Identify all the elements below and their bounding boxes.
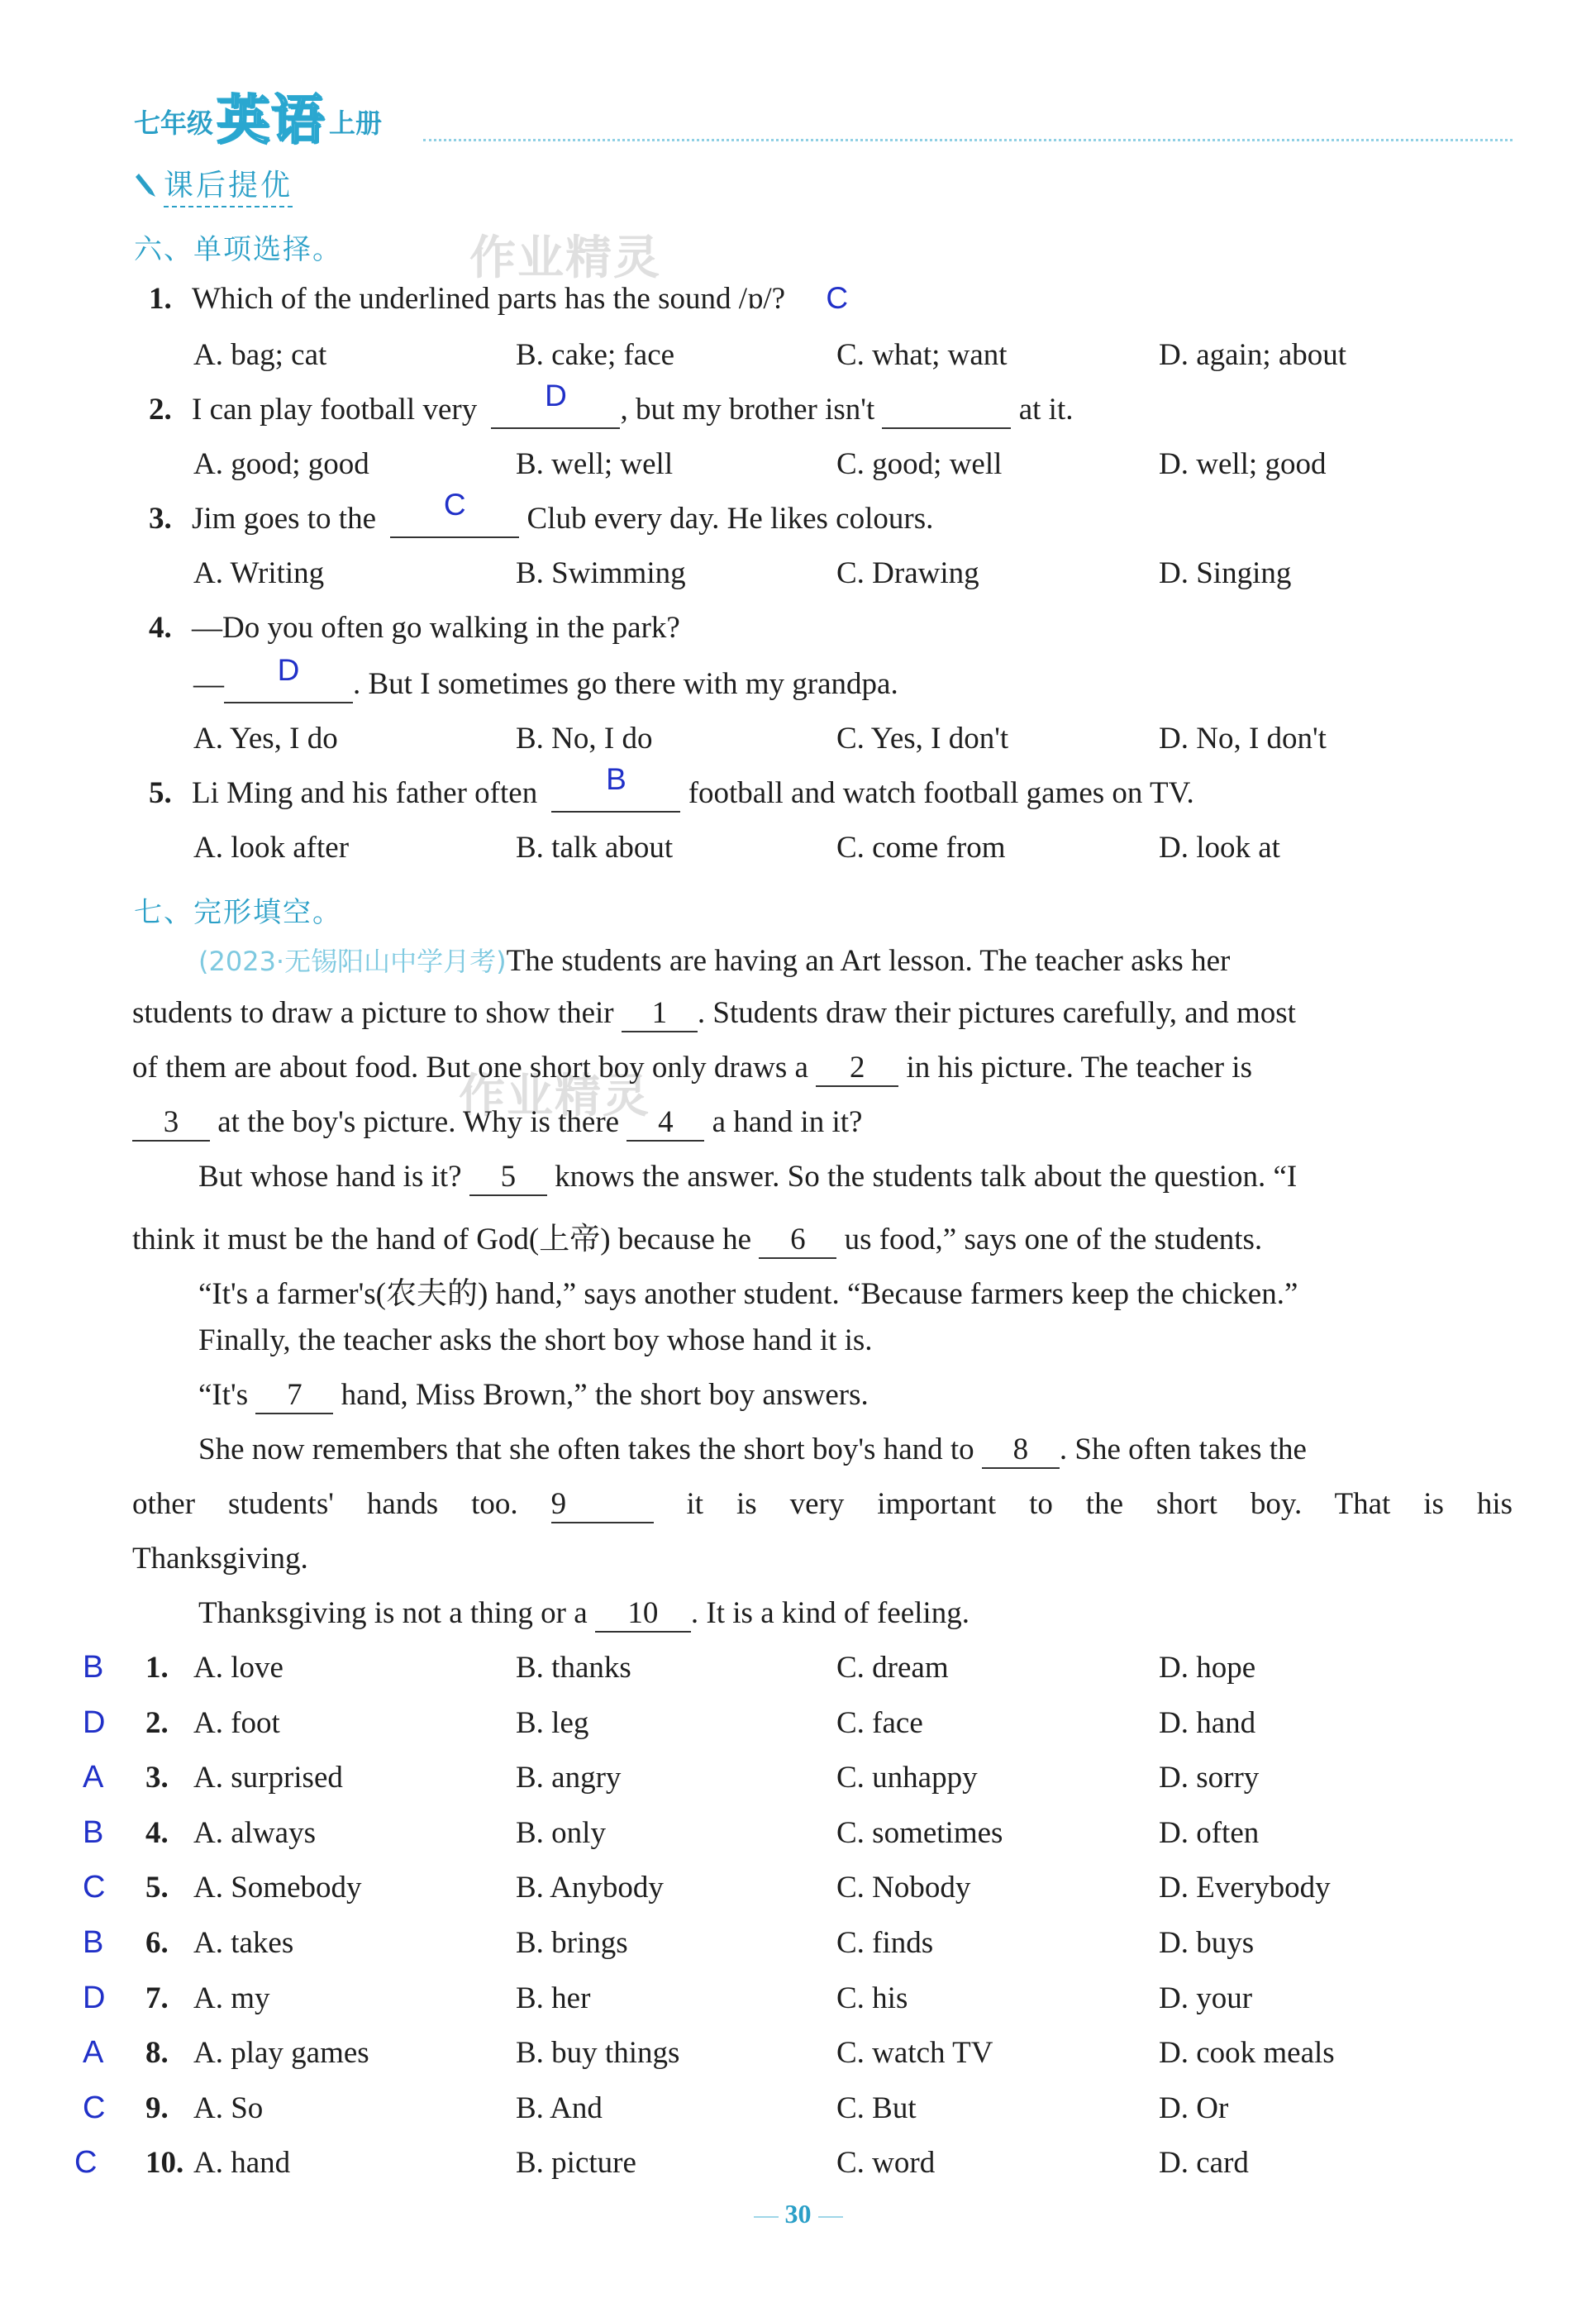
answer-mark: C: [83, 1870, 106, 1905]
passage-line: She now remembers that she often takes the short boy's hand to 8 . She often takes the: [198, 1432, 1307, 1469]
cloze-choice-row: [83, 1650, 1521, 1691]
question-number: 7.: [145, 1981, 169, 2015]
question-number: 1.: [145, 1651, 169, 1685]
answer-mark: D: [545, 379, 567, 412]
option-d: D. sorry: [1159, 1761, 1260, 1795]
answer-mark: C: [83, 2090, 106, 2125]
blank-3: 3: [132, 1104, 210, 1142]
blank-9: 9: [551, 1486, 654, 1523]
option-c: C. good; well: [836, 447, 1003, 481]
option-c: C. unhappy: [836, 1761, 978, 1795]
option-b: B. buy things: [516, 2036, 680, 2071]
passage-line: think it must be the hand of God(上帝) because he 6 us food,” says one of the students.: [132, 1213, 1262, 1259]
option-c: C. Drawing: [836, 556, 979, 590]
passage-line: (2023·无锡阳山中学月考)The students are having an Art lesson. The teacher asks her: [198, 944, 1231, 978]
blank-10: 10: [595, 1595, 691, 1633]
question-2: 2. I can play football very D , but my brother isn't at it.: [149, 392, 1074, 429]
answer-mark: A: [83, 2035, 104, 2071]
option-b: B. Swimming: [516, 556, 686, 590]
question-number: 3.: [145, 1761, 169, 1795]
option-d: D. Singing: [1159, 556, 1292, 590]
cloze-choice-row: [83, 2035, 1521, 2076]
passage-line: Finally, the teacher asks the short boy whose hand it is.: [198, 1323, 873, 1357]
passage-line: Thanksgiving is not a thing or a 10 . It is a kind of feeling.: [198, 1595, 970, 1633]
page-number: 30: [744, 2199, 852, 2229]
option-c: C. word: [836, 2146, 936, 2181]
option-a: A. So: [193, 2091, 264, 2125]
question-4: 4. —Do you often go walking in the park?: [149, 611, 680, 645]
passage-line: of them are about food. But one short boy only draws a 2 in his picture. The teacher is: [132, 1050, 1252, 1087]
option-a: A. hand: [193, 2146, 291, 2181]
option-a: A. Somebody: [193, 1871, 362, 1905]
answer-mark: B: [83, 1925, 104, 1960]
option-d: D. often: [1159, 1815, 1260, 1850]
option-d: D. buys: [1159, 1926, 1255, 1960]
cloze-choice-row: [83, 1760, 1521, 1801]
option-d: D. No, I don't: [1159, 722, 1327, 756]
option-d: D. well; good: [1159, 447, 1327, 481]
option-c: C. watch TV: [836, 2036, 993, 2071]
header-divider: [423, 139, 1513, 141]
answer-blank: [551, 762, 680, 813]
option-b: B. well; well: [516, 447, 674, 481]
answer-mark: B: [83, 1650, 104, 1685]
option-b: B. No, I do: [516, 722, 653, 756]
option-b: B. angry: [516, 1761, 622, 1795]
passage-line: students to draw a picture to show their 1 . Students draw their pictures carefully, and most: [132, 995, 1296, 1032]
option-a: A. love: [193, 1651, 283, 1685]
option-d: D. Everybody: [1159, 1871, 1331, 1905]
option-a: A. surprised: [193, 1761, 343, 1795]
option-c: C. what; want: [836, 338, 1008, 372]
answer-mark: D: [83, 1980, 106, 2015]
option-a: A. Writing: [193, 556, 325, 590]
source-note: (2023·无锡阳山中学月考): [198, 946, 507, 977]
option-c: C. his: [836, 1981, 908, 2015]
option-c: C. Nobody: [836, 1871, 971, 1905]
section-title-text: 课后提优: [164, 162, 293, 207]
option-c: C. finds: [836, 1926, 934, 1960]
blank-5: 5: [469, 1159, 547, 1196]
question-5: 5. Li Ming and his father often B football and watch football games on TV.: [149, 775, 1194, 813]
passage-line: “It's a farmer's(农夫的) hand,” says another student. “Because farmers keep the chicken.”: [198, 1277, 1298, 1311]
passage-line: But whose hand is it? 5 knows the answer. So the students talk about the question. “I: [198, 1159, 1297, 1196]
option-d: D. look at: [1159, 831, 1280, 865]
blank-2: 2: [816, 1050, 898, 1087]
cloze-choice-row: [83, 1815, 1521, 1857]
answer-mark: B: [606, 762, 626, 796]
option-a: A. good; good: [193, 447, 369, 481]
blank-4: 4: [626, 1104, 704, 1142]
option-d: D. hope: [1159, 1651, 1256, 1685]
answer-mark: A: [83, 1760, 104, 1795]
option-b: B. her: [516, 1981, 591, 2015]
passage-line: other students' hands too. 9 it is very important to the short boy. That is his: [132, 1486, 1513, 1523]
question-number: 9.: [145, 2091, 169, 2125]
answer-blank: [491, 379, 620, 429]
question-number: 6.: [145, 1926, 169, 1960]
option-c: C. dream: [836, 1651, 949, 1685]
option-c: C. But: [836, 2091, 917, 2125]
answer-mark: C: [826, 281, 849, 315]
blank-6: 6: [759, 1222, 836, 1259]
passage-line: “It's 7 hand, Miss Brown,” the short boy answers.: [198, 1377, 869, 1414]
answer-blank: [224, 653, 353, 703]
blank-8: 8: [982, 1432, 1060, 1469]
answer-mark: D: [277, 653, 300, 687]
cloze-choice-row: [83, 1705, 1521, 1747]
answer-mark: B: [83, 1814, 104, 1850]
option-b: B. cake; face: [516, 338, 675, 372]
blank-7: 7: [255, 1377, 333, 1414]
option-a: A. my: [193, 1981, 270, 2015]
option-b: B. thanks: [516, 1651, 631, 1685]
option-b: B. Anybody: [516, 1871, 664, 1905]
option-d: D. your: [1159, 1981, 1253, 2015]
option-b: B. And: [516, 2091, 603, 2125]
option-c: C. come from: [836, 831, 1006, 865]
answer-blank: [390, 488, 519, 538]
option-c: C. Yes, I don't: [836, 722, 1009, 756]
option-b: B. leg: [516, 1705, 589, 1740]
option-c: C. sometimes: [836, 1815, 1003, 1850]
question-number: 2.: [145, 1705, 169, 1740]
pencil-icon: [134, 170, 159, 200]
cloze-choice-row: [74, 2145, 1521, 2186]
option-a: A. always: [193, 1815, 316, 1850]
option-d: D. again; about: [1159, 338, 1347, 372]
question-3: 3. Jim goes to the C Club every day. He likes colours.: [149, 501, 933, 538]
question-4-reply: — D . But I sometimes go there with my grandpa.: [193, 666, 898, 703]
header-grade: 七年级: [134, 107, 214, 139]
question-number: 8.: [145, 2036, 169, 2071]
answer-mark: C: [443, 488, 466, 522]
option-c: C. face: [836, 1705, 923, 1740]
question-1: 1. Which of the underlined parts has the sound /ɒ/? C: [149, 281, 849, 316]
option-a: A. bag; cat: [193, 338, 327, 372]
header-subject: 英语: [217, 90, 326, 151]
cloze-choice-row: [83, 1981, 1521, 2022]
option-d: D. cook meals: [1159, 2036, 1335, 2071]
option-b: B. picture: [516, 2146, 636, 2181]
option-a: A. Yes, I do: [193, 722, 338, 756]
page-header: [134, 81, 383, 151]
cloze-choice-row: [83, 1925, 1521, 1967]
option-d: D. hand: [1159, 1705, 1256, 1740]
part7-title: 七、完形填空。: [134, 896, 342, 929]
option-d: D. Or: [1159, 2091, 1229, 2125]
passage-line: Thanksgiving.: [132, 1542, 308, 1576]
watermark: 作业精灵: [459, 1070, 650, 1123]
question-number: 5.: [145, 1871, 169, 1905]
answer-mark: D: [83, 1704, 106, 1740]
option-b: B. brings: [516, 1926, 628, 1960]
question-number: 10.: [145, 2146, 184, 2181]
option-a: A. look after: [193, 831, 350, 865]
option-b: B. talk about: [516, 831, 674, 865]
option-d: D. card: [1159, 2146, 1249, 2181]
option-a: A. takes: [193, 1926, 294, 1960]
blank-1: 1: [622, 995, 698, 1032]
option-b: B. only: [516, 1815, 606, 1850]
passage-line: 3 at the boy's picture. Why is there 4 a hand in it?: [132, 1104, 862, 1142]
part6-title: 六、单项选择。: [134, 233, 342, 266]
watermark: 作业精灵: [469, 231, 661, 285]
answer-mark: C: [74, 2145, 98, 2181]
question-number: 4.: [145, 1815, 169, 1850]
cloze-choice-row: [83, 1870, 1521, 1911]
cloze-choice-row: [83, 2091, 1521, 2132]
option-a: A. play games: [193, 2036, 369, 2071]
header-volume: 上册: [329, 107, 383, 139]
option-a: A. foot: [193, 1705, 280, 1740]
section-title: [134, 162, 293, 207]
answer-blank: [882, 392, 1011, 429]
